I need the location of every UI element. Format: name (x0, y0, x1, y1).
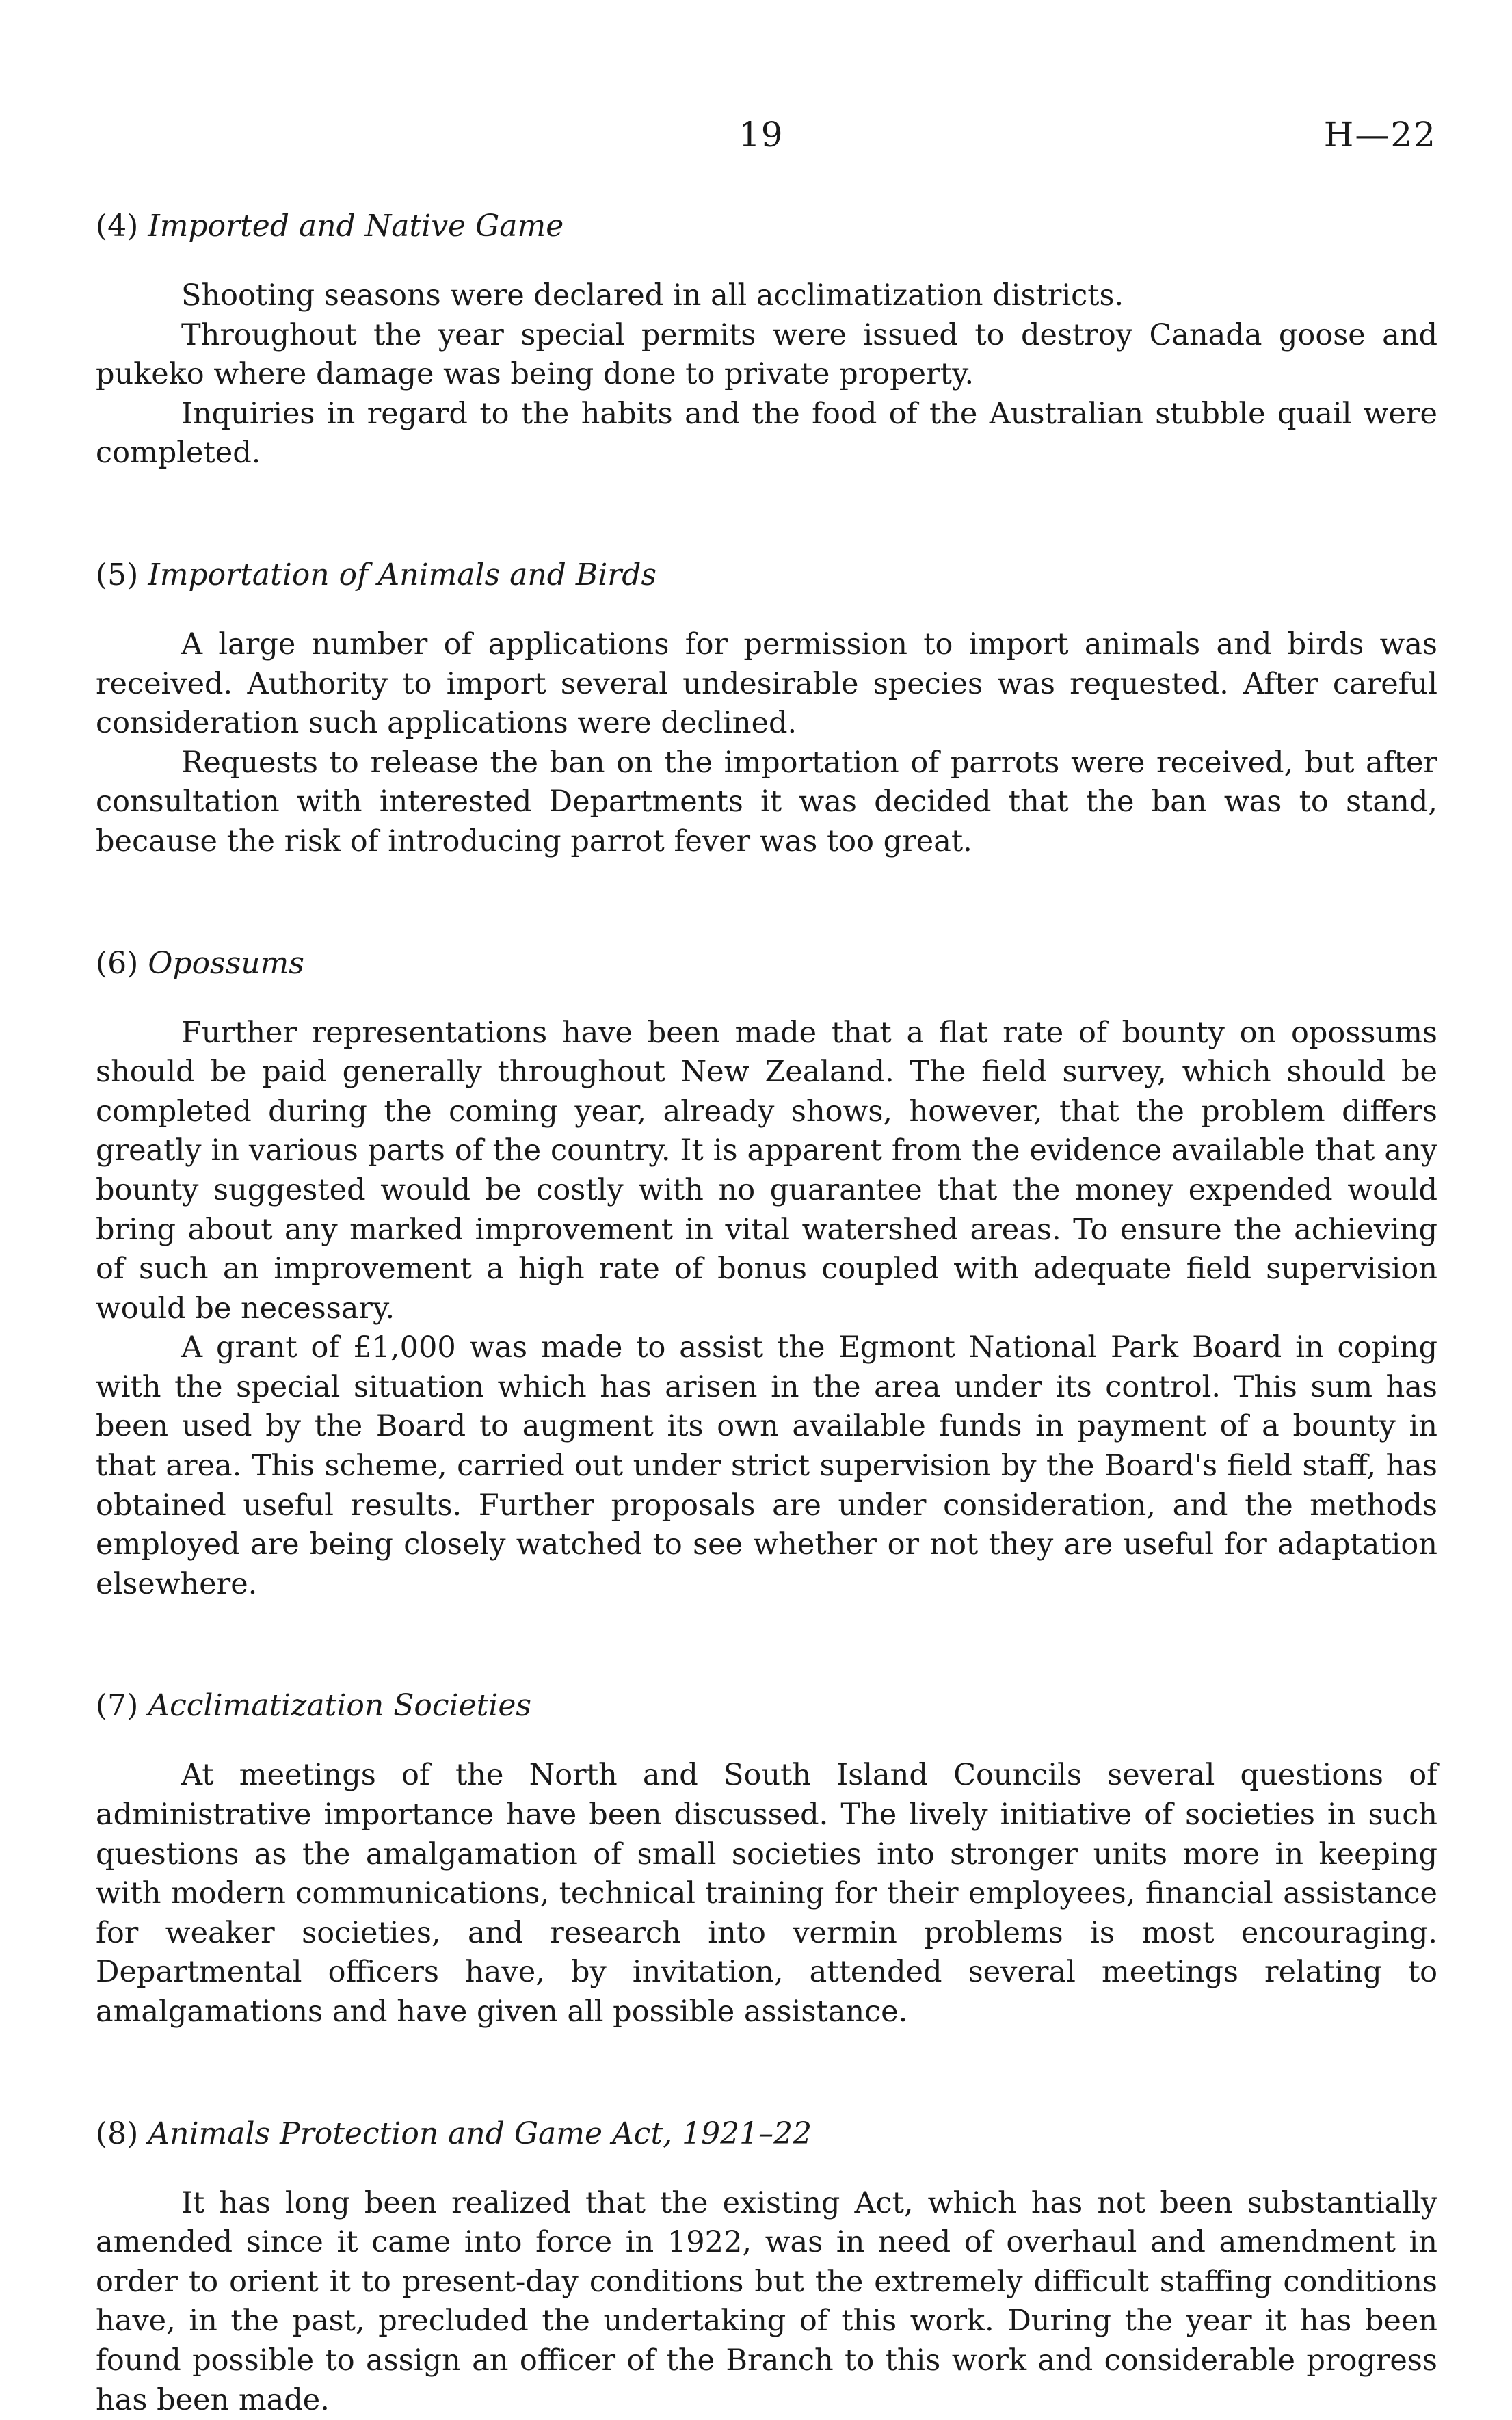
section-number: (6) (96, 945, 139, 981)
section-opossums (96, 943, 1437, 1605)
section-animals-protection-act (96, 2113, 1437, 2420)
section-title: Animals Protection and Game Act, 1921–22 (148, 2116, 812, 2151)
page-content (96, 205, 1437, 2420)
section-acclimatization-societies (96, 1685, 1437, 2031)
section-title: Acclimatization Societies (148, 1688, 531, 1724)
section-number: (7) (96, 1688, 139, 1724)
page-number: 19 (739, 115, 784, 155)
section-heading (96, 1685, 1437, 1727)
section-number: (8) (96, 2116, 139, 2151)
section-title: Opossums (148, 945, 304, 981)
section-heading (96, 205, 1437, 248)
section-title: Importation of Animals and Birds (148, 557, 657, 592)
section-number: (5) (96, 557, 139, 592)
section-heading (96, 554, 1437, 596)
paragraph: Requests to release the ban on the importation of parrots were received, but after consultation with interested Departments it was decided that the ban was to stand, because the risk of introducing parrot fever was too great. (96, 745, 1437, 858)
paragraph: A grant of £1,000 was made to assist the Egmont National Park Board in coping with the special situation which has arisen in the area under its control. This sum has been used by the Board to augment its own available funds in payment of a bounty in that area. This scheme, carried out under strict supervision by the Board's field staff, has obtained useful results. Further proposals are under consideration, and the methods employed are being closely watched to see whether or not they are useful for adaptation elsewhere. (96, 1330, 1437, 1601)
paragraph: It has long been realized that the existing Act, which has not been substantially amended since it came into force in 1922, was in need of overhaul and amendment in order to orient it to present-day conditions but the extremely difficult staffing conditions have, in the past, precluded the undertaking of this work. During the year it has been found possible to assign an officer of the Branch to this work and considerable progress has been made. (96, 2185, 1437, 2417)
section-imported-native-game (96, 205, 1437, 473)
paragraph: At meetings of the North and South Island Councils several questions of administrative importance have been discussed. The lively initiative of societies in such questions as the amalgamation of small societies into stronger units more in keeping with modern communications, technical training for their employees, financial assistance for weaker societies, and research into vermin problems is most encouraging. Departmental officers have, by invitation, attended several meetings relating to amalgamations and have given all possible assistance. (96, 1758, 1437, 2029)
paragraph: Throughout the year special permits were issued to destroy Canada goose and pukeko where damage was being done to private property. (96, 317, 1437, 392)
section-heading (96, 943, 1437, 985)
document-reference: H—22 (1323, 115, 1437, 155)
paragraph: Further representations have been made that a flat rate of bounty on opossums should be paid generally throughout New Zealand. The field survey, which should be completed during the coming year, already shows, however, that the problem differs greatly in various parts of the country. It is apparent from the evidence available that any bounty suggested would be costly with no guarantee that the money expended would bring about any marked improvement in vital watershed areas. To ensure the achieving of such an improvement a high rate of bonus coupled with adequate field supervision would be necessary. (96, 1015, 1437, 1326)
paragraph: Inquiries in regard to the habits and the food of the Australian stubble quail were completed. (96, 396, 1437, 471)
section-heading (96, 2113, 1437, 2155)
section-number: (4) (96, 209, 139, 244)
paragraph: A large number of applications for permission to import animals and birds was received. Authority to import several undesirable species was requested. After careful consideration such applications were declined. (96, 627, 1437, 741)
section-title: Imported and Native Game (148, 209, 564, 244)
section-importation-animals-birds (96, 554, 1437, 862)
page-header (0, 115, 1512, 170)
paragraph: Shooting seasons were declared in all acclimatization districts. (181, 278, 1124, 313)
